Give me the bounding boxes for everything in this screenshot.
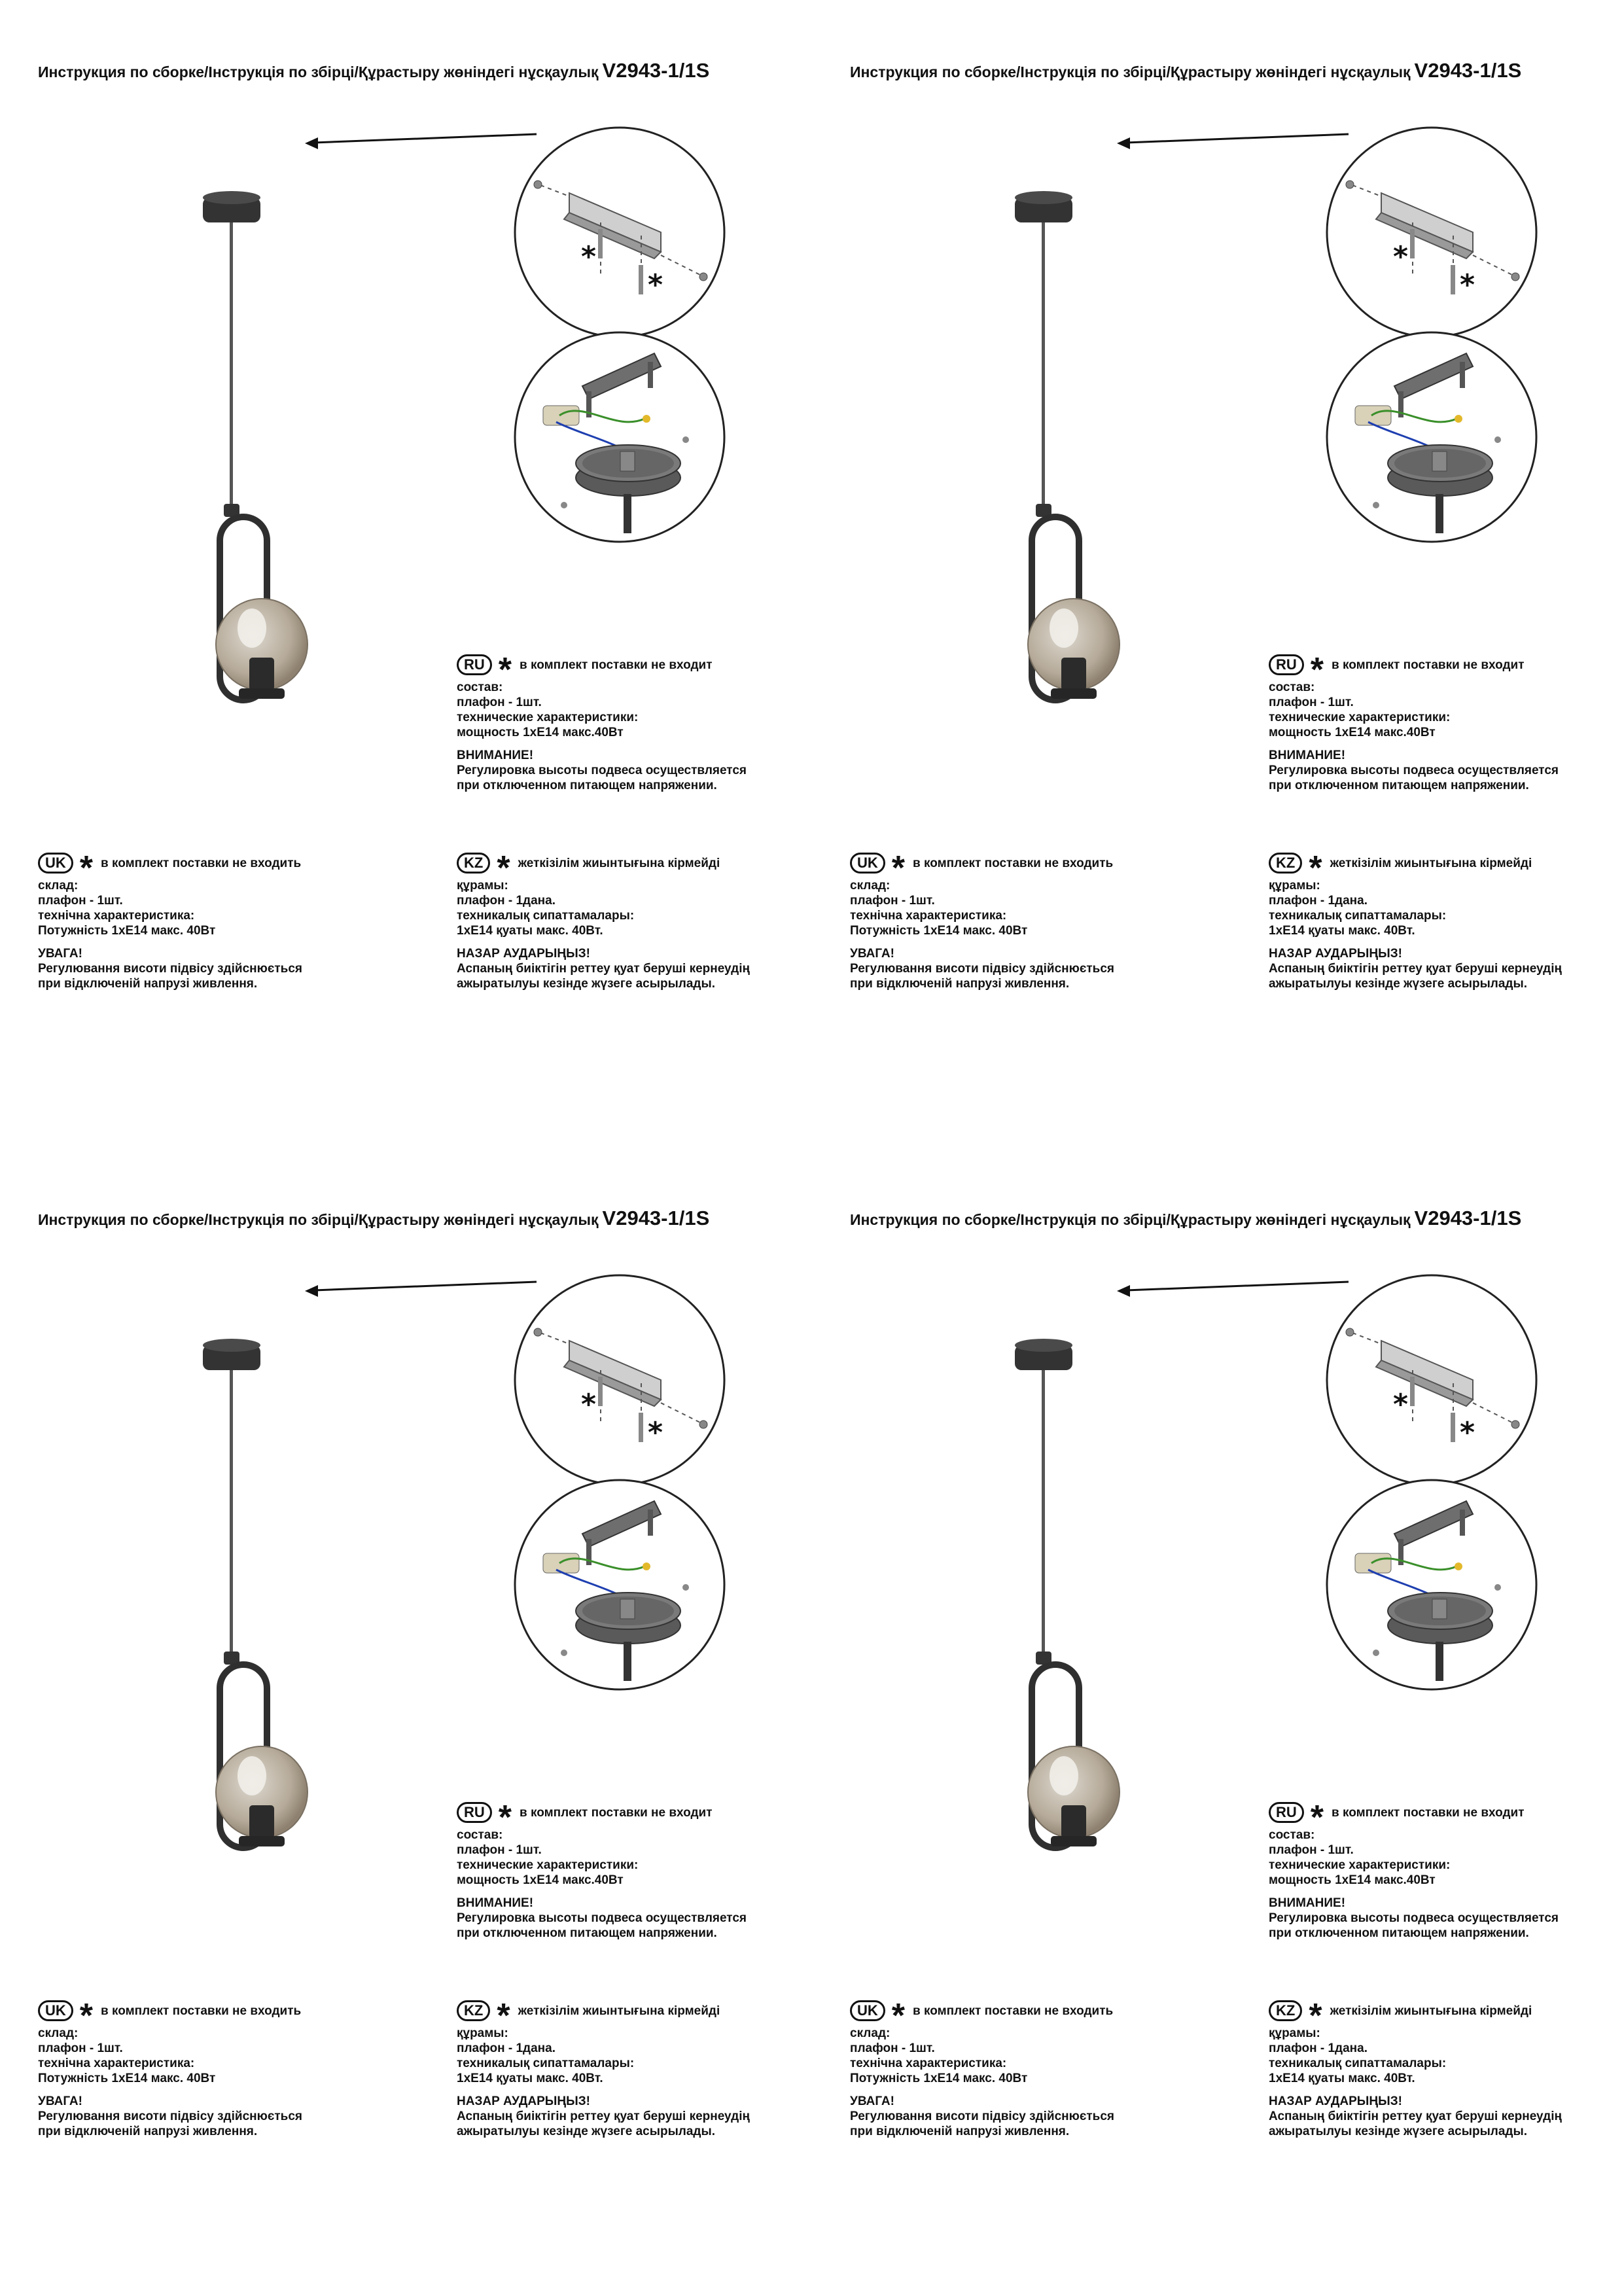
model-number: V2943-1/1S [1414, 1207, 1522, 1229]
spec-line: состав: [457, 1828, 503, 1842]
warning-line: при отключенном питающем напряжении. [1269, 1926, 1529, 1940]
spec-line: плафон - 1шт. [38, 894, 123, 908]
svg-text:*: * [648, 268, 663, 302]
bracket-detail [515, 1275, 724, 1485]
spec-block-ru [1269, 1799, 1559, 1941]
spec-line: плафон - 1шт. [1269, 696, 1354, 709]
wiring-detail [1327, 332, 1536, 542]
warning-title: УВАГА! [38, 2094, 82, 2108]
spec-line: плафон - 1шт. [850, 2041, 935, 2055]
asterisk-icon: * [497, 849, 510, 887]
asterisk-icon: * [891, 1997, 906, 2035]
model-number: V2943-1/1S [1414, 59, 1522, 82]
warning-line: Регулировка высоты подвеса осуществляется [1269, 1911, 1559, 1925]
bracket-detail [515, 128, 724, 337]
svg-text:*: * [581, 1388, 597, 1421]
warning-title: ВНИМАНИЕ! [1269, 1896, 1346, 1910]
warning-line: ажыратылуы кезінде жүзеге асырылады. [1269, 977, 1527, 991]
warning-line: Аспаның биіктігін реттеу қуат беруші кернеудің [1269, 2110, 1562, 2123]
svg-text:*: * [648, 1416, 663, 1449]
svg-text:*: * [1460, 268, 1475, 302]
warning-title: УВАГА! [850, 947, 894, 961]
pointer-arrow [305, 134, 537, 149]
title-text: Инструкция по сборке/Інструкція по збірці/Құрастыру жөніндегі нұсқаулық [850, 63, 1411, 80]
asterisk-icon: * [497, 1997, 510, 2035]
spec-line: технічна характеристика: [850, 2057, 1007, 2070]
spec-line: техникалық сипаттамалары: [457, 2057, 635, 2070]
instruction-panel [0, 1148, 812, 2295]
not-included-note: жеткізілім жиынтығына кірмейді [1330, 2004, 1532, 2018]
warning-line: при отключенном питающем напряжении. [1269, 779, 1529, 792]
document-title [850, 59, 1521, 82]
spec-block-kz [1269, 1997, 1562, 2139]
pendant-lamp-drawing [203, 1339, 308, 1848]
language-badge-uk: UK [850, 853, 885, 874]
spec-block-uk [850, 1997, 1114, 2139]
spec-line: құрамы: [457, 879, 508, 892]
spec-line: технические характеристики: [457, 1858, 639, 1872]
spec-block-ru [457, 651, 747, 793]
language-badge-ru: RU [457, 1802, 492, 1823]
spec-line: құрамы: [1269, 2026, 1320, 2040]
warning-line: Регулювання висоти підвісу здійснюється [38, 962, 302, 976]
spec-block-ru [1269, 651, 1559, 793]
spec-line: мощность 1хЕ14 макс.40Вт [457, 726, 624, 739]
warning-line: Регулювання висоти підвісу здійснюється [850, 962, 1114, 976]
spec-line: техникалық сипаттамалары: [457, 909, 635, 923]
instruction-panel [812, 0, 1624, 1148]
not-included-note: в комплект поставки не входит [520, 658, 713, 672]
warning-title: НАЗАР АУДАРЫҢЫЗ! [457, 2094, 590, 2108]
spec-line: технічна характеристика: [850, 909, 1007, 923]
not-included-note: в комплект поставки не входит [1332, 658, 1525, 672]
spec-block-kz [457, 1997, 750, 2139]
warning-line: при відключеній напрузі живлення. [850, 977, 1070, 991]
spec-block-kz [1269, 849, 1562, 991]
spec-line: плафон - 1шт. [850, 894, 935, 908]
not-included-note: в комплект поставки не входить [913, 2004, 1114, 2018]
spec-line: плафон - 1шт. [457, 1843, 542, 1857]
instruction-panel [812, 1148, 1624, 2295]
warning-line: Регулювання висоти підвісу здійснюється [38, 2110, 302, 2123]
warning-title: ВНИМАНИЕ! [457, 749, 534, 762]
spec-line: плафон - 1дана. [457, 2041, 556, 2055]
language-badge-kz: KZ [457, 853, 490, 874]
spec-line: Потужність 1хЕ14 макс. 40Вт [38, 2072, 216, 2085]
warning-line: при отключенном питающем напряжении. [457, 1926, 717, 1940]
spec-line: технические характеристики: [1269, 711, 1451, 724]
pointer-arrow [305, 1282, 537, 1297]
asterisk-icon: * [79, 849, 94, 887]
asterisk-icon: * [498, 1799, 512, 1837]
spec-line: плафон - 1шт. [38, 2041, 123, 2055]
language-badge-ru: RU [1269, 1802, 1304, 1823]
document-title [38, 1207, 709, 1230]
language-badge-uk: UK [38, 2000, 73, 2021]
svg-text:*: * [581, 240, 597, 274]
title-text: Инструкция по сборке/Інструкція по збірці/Құрастыру жөніндегі нұсқаулық [38, 63, 599, 80]
spec-line: құрамы: [1269, 879, 1320, 892]
asterisk-icon: * [498, 651, 512, 689]
not-included-note: жеткізілім жиынтығына кірмейді [518, 2004, 720, 2018]
pointer-arrow [1117, 134, 1349, 149]
wiring-detail [515, 1480, 724, 1689]
not-included-note: в комплект поставки не входит [1332, 1805, 1525, 1820]
asterisk-icon: * [79, 1997, 94, 2035]
spec-line: технічна характеристика: [38, 2057, 195, 2070]
pendant-lamp-drawing [203, 191, 308, 700]
spec-line: плафон - 1шт. [457, 696, 542, 709]
warning-title: НАЗАР АУДАРЫҢЫЗ! [1269, 2094, 1402, 2108]
spec-line: технические характеристики: [1269, 1858, 1451, 1872]
warning-line: при відключеній напрузі живлення. [38, 977, 258, 991]
spec-line: Потужність 1хЕ14 макс. 40Вт [38, 924, 216, 938]
wiring-detail [515, 332, 724, 542]
spec-line: склад: [38, 2026, 79, 2040]
spec-line: плафон - 1дана. [457, 894, 556, 908]
svg-text:*: * [1460, 1416, 1475, 1449]
not-included-note: в комплект поставки не входить [101, 2004, 302, 2018]
spec-block-ru [457, 1799, 747, 1941]
svg-text:*: * [1393, 240, 1409, 274]
spec-line: 1хЕ14 қуаты макс. 40Вт. [457, 924, 603, 938]
not-included-note: жеткізілім жиынтығына кірмейді [518, 856, 720, 870]
spec-line: технические характеристики: [457, 711, 639, 724]
spec-line: склад: [850, 2026, 891, 2040]
spec-line: техникалық сипаттамалары: [1269, 2057, 1447, 2070]
spec-line: мощность 1хЕ14 макс.40Вт [1269, 1873, 1436, 1887]
bracket-detail [1327, 1275, 1536, 1485]
asterisk-icon: * [1309, 1997, 1322, 2035]
warning-title: УВАГА! [850, 2094, 894, 2108]
spec-line: Потужність 1хЕ14 макс. 40Вт [850, 924, 1028, 938]
language-badge-uk: UK [38, 853, 73, 874]
spec-line: 1хЕ14 қуаты макс. 40Вт. [457, 2072, 603, 2085]
spec-line: состав: [1269, 680, 1315, 694]
title-text: Инструкция по сборке/Інструкція по збірці/Құрастыру жөніндегі нұсқаулық [38, 1211, 599, 1228]
model-number: V2943-1/1S [602, 59, 710, 82]
spec-line: Потужність 1хЕ14 макс. 40Вт [850, 2072, 1028, 2085]
spec-line: плафон - 1шт. [1269, 1843, 1354, 1857]
model-number: V2943-1/1S [602, 1207, 710, 1229]
title-text: Инструкция по сборке/Інструкція по збірці/Құрастыру жөніндегі нұсқаулық [850, 1211, 1411, 1228]
spec-block-kz [457, 849, 750, 991]
spec-line: плафон - 1дана. [1269, 2041, 1368, 2055]
not-included-note: в комплект поставки не входить [913, 856, 1114, 870]
instruction-panel [0, 0, 812, 1148]
language-badge-kz: KZ [1269, 853, 1302, 874]
language-badge-ru: RU [457, 654, 492, 675]
warning-line: Регулировка высоты подвеса осуществляется [457, 1911, 747, 1925]
spec-line: 1хЕ14 қуаты макс. 40Вт. [1269, 924, 1415, 938]
not-included-note: в комплект поставки не входить [101, 856, 302, 870]
warning-line: ажыратылуы кезінде жүзеге асырылады. [1269, 2125, 1527, 2138]
warning-line: ажыратылуы кезінде жүзеге асырылады. [457, 977, 715, 991]
spec-line: мощность 1хЕ14 макс.40Вт [457, 1873, 624, 1887]
warning-title: НАЗАР АУДАРЫҢЫЗ! [1269, 947, 1402, 961]
warning-line: Аспаның биіктігін реттеу қуат беруші кернеудің [457, 2110, 750, 2123]
pendant-lamp-drawing [1015, 191, 1120, 700]
asterisk-icon: * [1310, 1799, 1324, 1837]
warning-line: при отключенном питающем напряжении. [457, 779, 717, 792]
asterisk-icon: * [1309, 849, 1322, 887]
language-badge-ru: RU [1269, 654, 1304, 675]
language-badge-kz: KZ [1269, 2000, 1302, 2021]
spec-line: құрамы: [457, 2026, 508, 2040]
spec-line: мощность 1хЕ14 макс.40Вт [1269, 726, 1436, 739]
warning-line: Регулировка высоты подвеса осуществляется [1269, 764, 1559, 777]
document-title [850, 1207, 1521, 1230]
spec-line: техникалық сипаттамалары: [1269, 909, 1447, 923]
warning-title: ВНИМАНИЕ! [1269, 749, 1346, 762]
bracket-detail [1327, 128, 1536, 337]
warning-line: при відключеній напрузі живлення. [38, 2125, 258, 2138]
asterisk-icon: * [891, 849, 906, 887]
warning-line: Аспаның биіктігін реттеу қуат беруші кернеудің [457, 962, 750, 976]
warning-line: при відключеній напрузі живлення. [850, 2125, 1070, 2138]
spec-line: состав: [1269, 1828, 1315, 1842]
spec-block-uk [850, 849, 1114, 991]
pendant-lamp-drawing [1015, 1339, 1120, 1848]
warning-line: Аспаның биіктігін реттеу қуат беруші кернеудің [1269, 962, 1562, 976]
not-included-note: в комплект поставки не входит [520, 1805, 713, 1820]
spec-line: склад: [850, 879, 891, 892]
spec-line: склад: [38, 879, 79, 892]
pointer-arrow [1117, 1282, 1349, 1297]
warning-title: ВНИМАНИЕ! [457, 1896, 534, 1910]
spec-block-uk [38, 849, 302, 991]
spec-line: плафон - 1дана. [1269, 894, 1368, 908]
spec-block-uk [38, 1997, 302, 2139]
warning-title: УВАГА! [38, 947, 82, 961]
spec-line: 1хЕ14 қуаты макс. 40Вт. [1269, 2072, 1415, 2085]
warning-line: Регулювання висоти підвісу здійснюється [850, 2110, 1114, 2123]
spec-line: состав: [457, 680, 503, 694]
document-title [38, 59, 709, 82]
warning-title: НАЗАР АУДАРЫҢЫЗ! [457, 947, 590, 961]
language-badge-uk: UK [850, 2000, 885, 2021]
language-badge-kz: KZ [457, 2000, 490, 2021]
spec-line: технічна характеристика: [38, 909, 195, 923]
warning-line: ажыратылуы кезінде жүзеге асырылады. [457, 2125, 715, 2138]
asterisk-icon: * [1310, 651, 1324, 689]
not-included-note: жеткізілім жиынтығына кірмейді [1330, 856, 1532, 870]
svg-text:*: * [1393, 1388, 1409, 1421]
warning-line: Регулировка высоты подвеса осуществляется [457, 764, 747, 777]
wiring-detail [1327, 1480, 1536, 1689]
